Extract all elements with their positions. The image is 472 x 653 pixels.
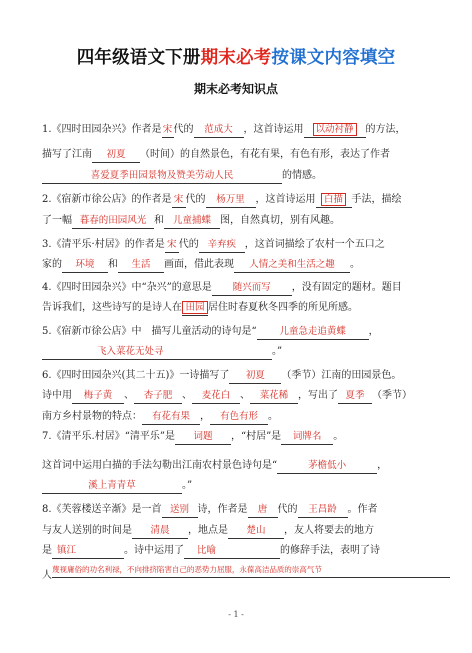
page-number: - 1 -: [228, 610, 244, 619]
page-subtitle: 期末必考知识点: [193, 82, 278, 96]
blank: 宋: [162, 124, 174, 138]
blank: 王昌龄: [298, 504, 348, 518]
blank: 儿童捕蝶: [164, 215, 220, 229]
question-8-line-4: 人蔑视庸俗的功名利禄，不向排挤陷害自己的恶势力屈服，永葆高洁品质的崇高气节: [42, 564, 450, 583]
blank: 白描: [316, 194, 352, 208]
blank: 范成大: [194, 124, 244, 138]
blank: 菜花稀: [250, 390, 298, 404]
question-8-line-2: 与友人送别的时间是 清晨 ，地点是 楚山 ，友人将要去的地方: [42, 524, 374, 539]
question-8-line-3: 是 镇江 。诗中运用了 比喻 的修辞手法，表明了诗: [42, 544, 380, 559]
question-1-line-1: 1.《四时田园杂兴》作者是宋代的 范成大 ，这首诗运用 以动衬静 的方法，: [42, 123, 406, 138]
blank: 茅檐低小: [277, 460, 377, 474]
blank: 田园: [182, 302, 208, 316]
blank: 环境: [62, 259, 108, 273]
question-8-line-1: 8.《芙蓉楼送辛渐》是一首 送别 诗，作者是 唐 代的 王昌龄 。作者: [42, 503, 378, 518]
blank: 以动衬静: [304, 124, 366, 138]
blank: 初夏: [92, 149, 140, 163]
blank: 溪上青青草: [42, 480, 182, 494]
question-7-line-1: 7.《清平乐.村居》“清平乐”是 词题 ，“村居”是 词牌名 。: [42, 430, 343, 445]
blank: 人情之美和生活之趣: [234, 259, 350, 273]
blank: 飞入菜花无处寻: [42, 346, 272, 360]
question-5-line-1: 5.《宿新市徐公店》中 描写儿童活动的诗句是“ 儿童急走追黄蝶 ，: [42, 325, 379, 340]
question-1-line-3: 喜爱夏季田园景物及赞美劳动人民 的情感。: [42, 169, 322, 184]
title-part-final-exam: 期末必考: [200, 48, 272, 68]
blank: 清晨: [132, 525, 188, 539]
blank: 杏子肥: [134, 390, 182, 404]
blank: 随兴而写: [212, 282, 292, 296]
question-7-line-2: 这首词中运用白描的手法勾勒出江南农村景色诗句是“ 茅檐低小 ，: [42, 459, 387, 474]
blank: 词题: [175, 431, 231, 445]
blank: 生活: [118, 259, 164, 273]
blank: 麦花白: [192, 390, 240, 404]
blank: 镇江: [52, 545, 124, 559]
blank: 宋: [172, 194, 186, 208]
question-2-line-1: 2.《宿新市徐公店》的作者是 宋 代的 杨万里 ，这首诗运用 白描 手法，描绘: [42, 193, 402, 208]
blank: 唐: [248, 504, 278, 518]
blank: 暮春的田园风光: [72, 215, 154, 229]
blank: 送别: [162, 504, 198, 518]
question-6-line-2: 诗中用 梅子黄 、 杏子肥 、 麦花白 、 菜花稀 ，写出了 夏季 （季节）: [42, 389, 412, 404]
question-6-line-3: 南方乡村景物的特点： 有花有果 ， 有色有形 。: [42, 410, 278, 425]
blank: 喜爱夏季田园景物及赞美劳动人民: [42, 170, 282, 184]
blank: 词牌名: [281, 431, 333, 445]
title-part-fill-blanks: 按课文内容填空: [271, 48, 396, 68]
question-3-line-2: 家的 环境 和 生活 画面，借此表现 人情之美和生活之趣 。: [42, 258, 360, 273]
blank: 有色有形: [210, 411, 268, 425]
blank: 辛弃疾: [199, 239, 245, 253]
blank: 梅子黄: [72, 390, 124, 404]
blank: 夏季: [338, 390, 372, 404]
title-part-grade: 四年级语文下册: [76, 48, 201, 68]
question-6-line-1: 6.《四时田园杂兴(其二十五)》一诗描写了 初夏 （季节）江南的田园景色。: [42, 369, 401, 384]
question-4-line-2: 告诉我们，这些诗写的是诗人在 田园 居住时春夏秋冬四季的所见所感。: [42, 301, 358, 316]
blank: 宋: [165, 239, 179, 253]
blank: 初夏: [229, 370, 281, 384]
question-3-line-1: 3.《清平乐·村居》的作者是 宋 代的 辛弃疾 ，这首词描绘了农村一个五口之: [42, 238, 385, 253]
page-title: [0, 44, 472, 69]
blank: 有花有果: [142, 411, 200, 425]
blank: 蔑视庸俗的功名利禄，不向排挤陷害自己的恶势力屈服，永葆高洁品质的崇高气节: [52, 564, 450, 578]
question-7-line-3: 溪上青青草 。”: [42, 479, 192, 494]
blank: 杨万里: [206, 194, 256, 208]
question-1-line-2: 描写了江南 初夏 （时间）的自然景色，有花有果，有色有形，表达了作者: [42, 148, 390, 163]
blank: 比喻: [184, 545, 280, 559]
question-5-line-2: 飞入菜花无处寻 。”: [42, 345, 282, 360]
blank: 楚山: [228, 525, 284, 539]
question-2-line-2: 了一幅 暮春的田园风光 和 儿童捕蝶 图，自然真切，别有风趣。: [42, 214, 340, 229]
question-4-line-1: 4.《四时田园杂兴》中“杂兴”的意思是 随兴而写 ，没有固定的题材。题目: [42, 281, 402, 296]
blank: 儿童急走追黄蝶: [257, 326, 369, 340]
